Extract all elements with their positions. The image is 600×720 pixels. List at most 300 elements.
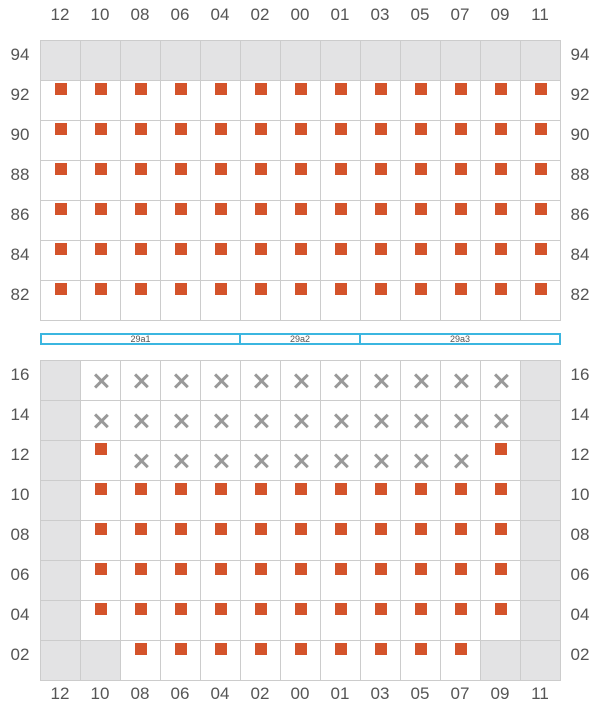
- seat-06-10[interactable]: [81, 561, 121, 601]
- available-seat-marker: [495, 563, 507, 575]
- available-seat-marker: [495, 123, 507, 135]
- blocked-cell: [361, 41, 401, 81]
- seat-06-09[interactable]: [481, 561, 521, 601]
- row-label-right-90: 90: [570, 125, 590, 144]
- available-seat-marker: [335, 123, 347, 135]
- seat-82-03[interactable]: [361, 281, 401, 321]
- available-seat-marker: [415, 123, 427, 135]
- available-seat-marker: [135, 483, 147, 495]
- column-label-bottom-01: 01: [330, 684, 350, 703]
- unavailable-x-icon: [414, 454, 428, 468]
- seat-12-08-unavailable: [121, 441, 161, 481]
- unavailable-x-icon: [334, 414, 348, 428]
- seat-12-00-unavailable: [281, 441, 321, 481]
- seat-04-04[interactable]: [201, 601, 241, 641]
- available-seat-marker: [495, 283, 507, 295]
- seat-86-04[interactable]: [201, 201, 241, 241]
- unavailable-x-icon: [254, 414, 268, 428]
- seat-90-12[interactable]: [41, 121, 81, 161]
- seat-86-06[interactable]: [161, 201, 201, 241]
- available-seat-marker: [375, 523, 387, 535]
- seat-06-07[interactable]: [441, 561, 481, 601]
- seat-10-01[interactable]: [321, 481, 361, 521]
- row-label-right-82: 82: [570, 285, 590, 304]
- seat-10-08[interactable]: [121, 481, 161, 521]
- available-seat-marker: [175, 603, 187, 615]
- blocked-cell: [521, 401, 561, 441]
- seat-84-05[interactable]: [401, 241, 441, 281]
- seat-90-10[interactable]: [81, 121, 121, 161]
- seat-86-03[interactable]: [361, 201, 401, 241]
- blocked-cell: [41, 361, 81, 401]
- seat-82-08[interactable]: [121, 281, 161, 321]
- seat-88-02[interactable]: [241, 161, 281, 201]
- available-seat-marker: [415, 563, 427, 575]
- row-label-left-12: 12: [10, 445, 30, 464]
- seat-04-09[interactable]: [481, 601, 521, 641]
- unavailable-x-icon: [174, 414, 188, 428]
- seat-08-06[interactable]: [161, 521, 201, 561]
- available-seat-marker: [335, 203, 347, 215]
- row-label-left-88: 88: [10, 165, 30, 184]
- seat-82-11[interactable]: [521, 281, 561, 321]
- unavailable-x-icon: [294, 454, 308, 468]
- seat-86-09[interactable]: [481, 201, 521, 241]
- column-label-top-09: 09: [490, 5, 510, 24]
- unavailable-x-icon: [334, 454, 348, 468]
- seat-92-03[interactable]: [361, 81, 401, 121]
- seat-84-12[interactable]: [41, 241, 81, 281]
- seat-10-05[interactable]: [401, 481, 441, 521]
- seat-02-02[interactable]: [241, 641, 281, 681]
- seat-84-11[interactable]: [521, 241, 561, 281]
- seat-90-08[interactable]: [121, 121, 161, 161]
- seat-08-07[interactable]: [441, 521, 481, 561]
- seat-82-04[interactable]: [201, 281, 241, 321]
- available-seat-marker: [135, 643, 147, 655]
- seat-82-06[interactable]: [161, 281, 201, 321]
- seat-16-05-unavailable: [401, 361, 441, 401]
- seat-92-07[interactable]: [441, 81, 481, 121]
- seat-16-02-unavailable: [241, 361, 281, 401]
- seat-16-01-unavailable: [321, 361, 361, 401]
- available-seat-marker: [95, 123, 107, 135]
- seat-08-00[interactable]: [281, 521, 321, 561]
- row-label-right-86: 86: [570, 205, 590, 224]
- column-label-bottom-11: 11: [531, 684, 549, 703]
- blocked-cell: [401, 41, 441, 81]
- available-seat-marker: [415, 83, 427, 95]
- blocked-cell: [521, 41, 561, 81]
- available-seat-marker: [95, 563, 107, 575]
- available-seat-marker: [415, 243, 427, 255]
- row-label-left-86: 86: [10, 205, 30, 224]
- seat-88-09[interactable]: [481, 161, 521, 201]
- seat-82-10[interactable]: [81, 281, 121, 321]
- available-seat-marker: [495, 243, 507, 255]
- seat-08-08[interactable]: [121, 521, 161, 561]
- seat-08-03[interactable]: [361, 521, 401, 561]
- unavailable-x-icon: [414, 414, 428, 428]
- available-seat-marker: [215, 283, 227, 295]
- seat-12-10[interactable]: [81, 441, 121, 481]
- seat-88-07[interactable]: [441, 161, 481, 201]
- column-label-bottom-00: 00: [290, 684, 310, 703]
- seat-10-07[interactable]: [441, 481, 481, 521]
- seat-92-08[interactable]: [121, 81, 161, 121]
- available-seat-marker: [415, 203, 427, 215]
- available-seat-marker: [215, 83, 227, 95]
- available-seat-marker: [455, 283, 467, 295]
- seat-88-12[interactable]: [41, 161, 81, 201]
- seat-14-09-unavailable: [481, 401, 521, 441]
- available-seat-marker: [335, 163, 347, 175]
- unavailable-x-icon: [414, 374, 428, 388]
- available-seat-marker: [495, 523, 507, 535]
- row-label-left-10: 10: [10, 485, 30, 504]
- row-label-left-14: 14: [10, 405, 30, 424]
- available-seat-marker: [215, 563, 227, 575]
- available-seat-marker: [335, 243, 347, 255]
- row-label-left-16: 16: [10, 365, 30, 384]
- seat-90-09[interactable]: [481, 121, 521, 161]
- seat-02-00[interactable]: [281, 641, 321, 681]
- seat-06-04[interactable]: [201, 561, 241, 601]
- seat-90-03[interactable]: [361, 121, 401, 161]
- seat-92-06[interactable]: [161, 81, 201, 121]
- column-label-top-12: 12: [50, 5, 70, 24]
- blocked-cell: [41, 641, 81, 681]
- unavailable-x-icon: [334, 374, 348, 388]
- seat-92-05[interactable]: [401, 81, 441, 121]
- seat-90-00[interactable]: [281, 121, 321, 161]
- seat-86-00[interactable]: [281, 201, 321, 241]
- seat-02-01[interactable]: [321, 641, 361, 681]
- column-label-top-01: 01: [330, 5, 350, 24]
- seat-86-07[interactable]: [441, 201, 481, 241]
- available-seat-marker: [375, 643, 387, 655]
- seat-92-11[interactable]: [521, 81, 561, 121]
- unavailable-x-icon: [174, 454, 188, 468]
- blocked-cell: [521, 521, 561, 561]
- unavailable-x-icon: [454, 454, 468, 468]
- available-seat-marker: [335, 483, 347, 495]
- zone-29a2[interactable]: 29a2: [239, 333, 361, 345]
- seat-82-01[interactable]: [321, 281, 361, 321]
- seat-04-00[interactable]: [281, 601, 321, 641]
- available-seat-marker: [255, 643, 267, 655]
- seat-92-09[interactable]: [481, 81, 521, 121]
- available-seat-marker: [535, 243, 547, 255]
- available-seat-marker: [375, 283, 387, 295]
- blocked-cell: [521, 601, 561, 641]
- seat-16-10-unavailable: [81, 361, 121, 401]
- available-seat-marker: [55, 163, 67, 175]
- seat-86-08[interactable]: [121, 201, 161, 241]
- zone-29a1[interactable]: 29a1: [40, 333, 241, 345]
- seat-84-02[interactable]: [241, 241, 281, 281]
- available-seat-marker: [375, 123, 387, 135]
- seat-88-10[interactable]: [81, 161, 121, 201]
- column-label-top-04: 04: [210, 5, 230, 24]
- seat-10-00[interactable]: [281, 481, 321, 521]
- seat-86-05[interactable]: [401, 201, 441, 241]
- column-label-bottom-06: 06: [170, 684, 190, 703]
- seat-06-08[interactable]: [121, 561, 161, 601]
- seat-86-01[interactable]: [321, 201, 361, 241]
- blocked-cell: [521, 361, 561, 401]
- column-label-top-08: 08: [130, 5, 150, 24]
- seat-12-09[interactable]: [481, 441, 521, 481]
- available-seat-marker: [255, 523, 267, 535]
- seat-90-01[interactable]: [321, 121, 361, 161]
- seat-14-02-unavailable: [241, 401, 281, 441]
- seat-92-04[interactable]: [201, 81, 241, 121]
- seat-02-06[interactable]: [161, 641, 201, 681]
- available-seat-marker: [295, 83, 307, 95]
- available-seat-marker: [255, 83, 267, 95]
- column-label-top-10: 10: [90, 5, 110, 24]
- available-seat-marker: [95, 603, 107, 615]
- row-label-right-94: 94: [570, 45, 590, 64]
- unavailable-x-icon: [214, 414, 228, 428]
- seat-08-10[interactable]: [81, 521, 121, 561]
- column-label-bottom-10: 10: [90, 684, 110, 703]
- seat-88-08[interactable]: [121, 161, 161, 201]
- seat-08-04[interactable]: [201, 521, 241, 561]
- seat-02-04[interactable]: [201, 641, 241, 681]
- seat-84-06[interactable]: [161, 241, 201, 281]
- seat-08-01[interactable]: [321, 521, 361, 561]
- seat-82-12[interactable]: [41, 281, 81, 321]
- seat-92-02[interactable]: [241, 81, 281, 121]
- available-seat-marker: [375, 203, 387, 215]
- unavailable-x-icon: [374, 454, 388, 468]
- seat-92-10[interactable]: [81, 81, 121, 121]
- seat-04-07[interactable]: [441, 601, 481, 641]
- row-label-left-08: 08: [10, 525, 30, 544]
- available-seat-marker: [295, 483, 307, 495]
- seat-82-05[interactable]: [401, 281, 441, 321]
- available-seat-marker: [335, 603, 347, 615]
- seat-04-03[interactable]: [361, 601, 401, 641]
- seat-14-07-unavailable: [441, 401, 481, 441]
- column-label-top-00: 00: [290, 5, 310, 24]
- available-seat-marker: [415, 643, 427, 655]
- seat-88-04[interactable]: [201, 161, 241, 201]
- available-seat-marker: [535, 283, 547, 295]
- seat-10-10[interactable]: [81, 481, 121, 521]
- available-seat-marker: [375, 163, 387, 175]
- seat-08-09[interactable]: [481, 521, 521, 561]
- seat-16-09-unavailable: [481, 361, 521, 401]
- seat-88-00[interactable]: [281, 161, 321, 201]
- available-seat-marker: [255, 203, 267, 215]
- available-seat-marker: [255, 603, 267, 615]
- seat-16-03-unavailable: [361, 361, 401, 401]
- seat-82-07[interactable]: [441, 281, 481, 321]
- seat-88-11[interactable]: [521, 161, 561, 201]
- column-label-bottom-04: 04: [210, 684, 230, 703]
- seat-86-12[interactable]: [41, 201, 81, 241]
- column-label-bottom-05: 05: [410, 684, 430, 703]
- seat-86-02[interactable]: [241, 201, 281, 241]
- available-seat-marker: [495, 483, 507, 495]
- seat-10-03[interactable]: [361, 481, 401, 521]
- seat-08-02[interactable]: [241, 521, 281, 561]
- available-seat-marker: [215, 603, 227, 615]
- available-seat-marker: [455, 163, 467, 175]
- available-seat-marker: [175, 483, 187, 495]
- seat-90-11[interactable]: [521, 121, 561, 161]
- unavailable-x-icon: [254, 454, 268, 468]
- blocked-cell: [521, 481, 561, 521]
- seat-12-03-unavailable: [361, 441, 401, 481]
- unavailable-x-icon: [134, 374, 148, 388]
- seat-14-03-unavailable: [361, 401, 401, 441]
- unavailable-x-icon: [294, 374, 308, 388]
- seat-92-01[interactable]: [321, 81, 361, 121]
- row-label-left-94: 94: [10, 45, 30, 64]
- row-label-right-04: 04: [570, 605, 590, 624]
- seat-06-00[interactable]: [281, 561, 321, 601]
- seat-02-07[interactable]: [441, 641, 481, 681]
- available-seat-marker: [335, 283, 347, 295]
- seat-08-05[interactable]: [401, 521, 441, 561]
- seat-06-05[interactable]: [401, 561, 441, 601]
- seat-92-12[interactable]: [41, 81, 81, 121]
- available-seat-marker: [95, 283, 107, 295]
- seat-04-01[interactable]: [321, 601, 361, 641]
- seat-88-01[interactable]: [321, 161, 361, 201]
- seat-04-05[interactable]: [401, 601, 441, 641]
- seat-02-05[interactable]: [401, 641, 441, 681]
- available-seat-marker: [255, 123, 267, 135]
- seat-88-03[interactable]: [361, 161, 401, 201]
- seat-84-08[interactable]: [121, 241, 161, 281]
- unavailable-x-icon: [254, 374, 268, 388]
- row-label-left-92: 92: [10, 85, 30, 104]
- available-seat-marker: [455, 203, 467, 215]
- seat-10-04[interactable]: [201, 481, 241, 521]
- seat-14-06-unavailable: [161, 401, 201, 441]
- available-seat-marker: [55, 123, 67, 135]
- blocked-cell: [321, 41, 361, 81]
- available-seat-marker: [175, 643, 187, 655]
- column-label-bottom-03: 03: [370, 684, 390, 703]
- seat-06-01[interactable]: [321, 561, 361, 601]
- available-seat-marker: [215, 523, 227, 535]
- blocked-cell: [41, 441, 81, 481]
- seat-92-00[interactable]: [281, 81, 321, 121]
- seat-86-10[interactable]: [81, 201, 121, 241]
- seat-06-06[interactable]: [161, 561, 201, 601]
- seat-16-04-unavailable: [201, 361, 241, 401]
- available-seat-marker: [55, 203, 67, 215]
- seat-90-02[interactable]: [241, 121, 281, 161]
- seat-90-07[interactable]: [441, 121, 481, 161]
- seat-84-10[interactable]: [81, 241, 121, 281]
- seat-04-06[interactable]: [161, 601, 201, 641]
- seat-16-06-unavailable: [161, 361, 201, 401]
- seat-84-09[interactable]: [481, 241, 521, 281]
- available-seat-marker: [415, 483, 427, 495]
- seat-84-03[interactable]: [361, 241, 401, 281]
- available-seat-marker: [375, 603, 387, 615]
- seat-82-09[interactable]: [481, 281, 521, 321]
- seat-84-01[interactable]: [321, 241, 361, 281]
- seat-10-06[interactable]: [161, 481, 201, 521]
- seat-84-07[interactable]: [441, 241, 481, 281]
- row-label-right-10: 10: [570, 485, 590, 504]
- seat-88-05[interactable]: [401, 161, 441, 201]
- seat-90-04[interactable]: [201, 121, 241, 161]
- available-seat-marker: [455, 603, 467, 615]
- seat-06-03[interactable]: [361, 561, 401, 601]
- available-seat-marker: [535, 203, 547, 215]
- available-seat-marker: [335, 563, 347, 575]
- seat-12-01-unavailable: [321, 441, 361, 481]
- unavailable-x-icon: [214, 374, 228, 388]
- unavailable-x-icon: [94, 414, 108, 428]
- seat-14-05-unavailable: [401, 401, 441, 441]
- seat-10-02[interactable]: [241, 481, 281, 521]
- seat-02-03[interactable]: [361, 641, 401, 681]
- seat-02-08[interactable]: [121, 641, 161, 681]
- unavailable-x-icon: [494, 374, 508, 388]
- available-seat-marker: [255, 283, 267, 295]
- seat-06-02[interactable]: [241, 561, 281, 601]
- available-seat-marker: [95, 203, 107, 215]
- row-label-right-92: 92: [570, 85, 590, 104]
- seat-04-08[interactable]: [121, 601, 161, 641]
- available-seat-marker: [55, 283, 67, 295]
- available-seat-marker: [175, 283, 187, 295]
- seat-90-05[interactable]: [401, 121, 441, 161]
- available-seat-marker: [255, 563, 267, 575]
- unavailable-x-icon: [294, 414, 308, 428]
- blocked-cell: [161, 41, 201, 81]
- unavailable-x-icon: [494, 414, 508, 428]
- seat-84-00[interactable]: [281, 241, 321, 281]
- seat-90-06[interactable]: [161, 121, 201, 161]
- seat-82-02[interactable]: [241, 281, 281, 321]
- row-label-right-06: 06: [570, 565, 590, 584]
- blocked-cell: [241, 41, 281, 81]
- available-seat-marker: [95, 443, 107, 455]
- available-seat-marker: [455, 123, 467, 135]
- available-seat-marker: [175, 563, 187, 575]
- seat-10-09[interactable]: [481, 481, 521, 521]
- seat-12-02-unavailable: [241, 441, 281, 481]
- row-label-right-02: 02: [570, 645, 590, 664]
- column-label-bottom-07: 07: [450, 684, 470, 703]
- blocked-cell: [481, 41, 521, 81]
- available-seat-marker: [295, 603, 307, 615]
- available-seat-marker: [535, 83, 547, 95]
- seat-04-02[interactable]: [241, 601, 281, 641]
- row-label-right-88: 88: [570, 165, 590, 184]
- seat-84-04[interactable]: [201, 241, 241, 281]
- zone-29a3[interactable]: 29a3: [359, 333, 561, 345]
- seat-86-11[interactable]: [521, 201, 561, 241]
- available-seat-marker: [135, 83, 147, 95]
- seat-04-10[interactable]: [81, 601, 121, 641]
- seat-82-00[interactable]: [281, 281, 321, 321]
- available-seat-marker: [135, 123, 147, 135]
- available-seat-marker: [95, 483, 107, 495]
- seat-88-06[interactable]: [161, 161, 201, 201]
